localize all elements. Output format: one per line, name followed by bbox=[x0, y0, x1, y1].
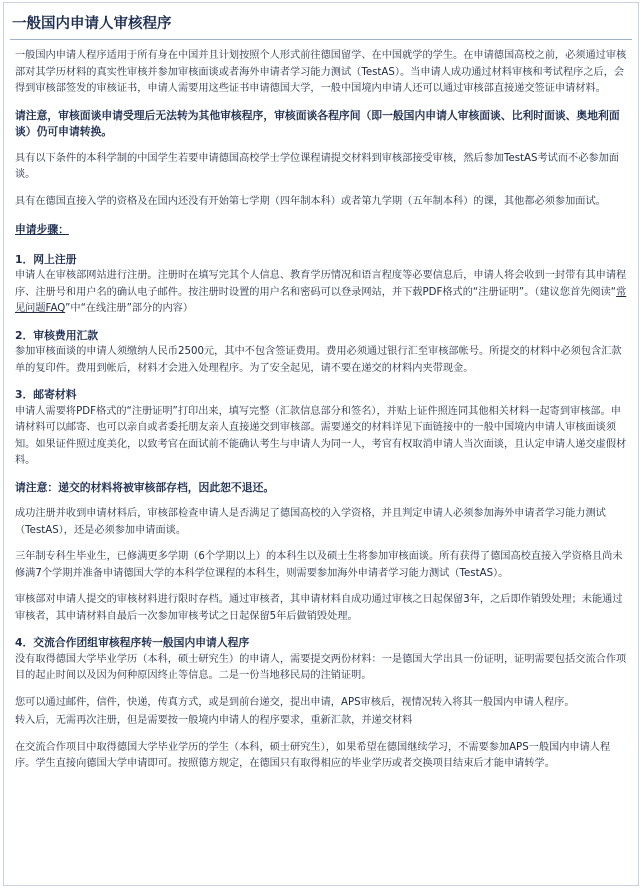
notice-archive: 请注意：递交的材料将被审核部存档，因此恕不退还。 bbox=[15, 480, 275, 494]
step-3 bbox=[15, 387, 628, 470]
step-3-body: 申请人需要将PDF格式的“注册证明”打印出来，填写完整（汇款信息部分和签名），并贴上证件照连同其他相关材料一起寄到审核部。申请材料可以邮寄、也可以亲自或者委托朋友亲人直接递交到审核部。需要递交的材料详见下面链接中的一般中国境内申请人审核面谈须知。如果证件照过度美化，以致考官在面试前不能确认考生与申请人为同一人，考官有权取消申请人当次面谈，且认定申请人递交虚假材料。 bbox=[15, 405, 627, 466]
bachelor-testas-paragraph: 具有以下条件的本科学制的中国学生若要申请德国高校学士学位课程请提交材料到审核部接受审核，然后参加TestAS考试而不必参加面谈。 bbox=[15, 152, 619, 180]
archive-paragraph: 审核部对申请人提交的审核材料进行限时存档。通过审核者，其申请材料自成功通过审核之日起保留3年，之后即作销毁处理；未能通过审核者，其申请材料自最后一次参加审核考试之日起保留5年后做销毁处理。 bbox=[15, 594, 623, 622]
step-2-body: 参加审核面谈的申请人须缴纳人民币2500元，其中不包含签证费用。费用必须通过银行汇至审核部帐号。所提交的材料中必须包含汇款单的复印件。费用到帐后，材料才会进入处理程序。为了安全起见，请不要在递交的材料内夹带现金。 bbox=[15, 346, 622, 374]
success-paragraph: 成功注册并收到申请材料后，审核部检查申请人是否满足了德国高校的入学资格，并且判定申请人必须参加海外申请者学习能力测试（TestAS），还是必须参加申请面谈。 bbox=[15, 508, 606, 536]
three-year-paragraph: 三年制专科生毕业生，已修满更多学期（6个学期以上）的本科生以及硕士生将参加审核面谈。所有获得了德国高校直接入学资格且尚未修满7个学期并准备申请德国大学的本科学位课程的本科生，则需要参加海外申请者学习能力测试（TestAS）。 bbox=[15, 551, 623, 579]
faq-link[interactable]: 常见问题FAQ bbox=[15, 286, 627, 314]
step-2 bbox=[15, 328, 628, 378]
step-1-body-a: 申请人在审核部网站进行注册。注册时在填写完其个人信息、教育学历情况和语言程度等必要信息后，申请人将会收到一封带有其申请程序、注册号和用户名的确认电子邮件。按注册时设置的用户名和密码可以登录网站，并下载PDF格式的“注册证明”。（建议您首先阅读“ bbox=[15, 270, 627, 298]
document-page bbox=[3, 2, 639, 886]
final-paragraph: 在交流合作项目中取得德国大学毕业学历的学生（本科，硕士研究生），如果希望在德国继续学习，不需要参加APS一般国内申请人程序。学生直接向德国大学申请即可。按照德方规定，在德国只有取得相应的毕业学历或者交换项目结束后才能申请转学。 bbox=[15, 741, 611, 769]
step-3-heading: 3．邮寄材料 bbox=[15, 388, 77, 401]
document-content bbox=[4, 40, 638, 773]
intro-paragraph: 一般国内申请人程序适用于所有身在中国并且计划按照个人形式前往德国留学、在中国就学的学生。在申请德国高校之前，必须通过审核部对其学历材料的真实性审核并参加审核面谈或者海外申请者学习能力测试（TestAS）。当申请人成功通过材料审核和考试程序之后，会得到审核部签发的审核证书，申请人需要用这些证书申请德国大学，一般中国境内申请人还可以通过审核部直接递交签证申请材料。 bbox=[15, 50, 627, 94]
mail-paragraph: 您可以通过邮件，信件，快递，传真方式，或是到前台递交，提出申请，APS审核后，视情况转入将其一般国内申请人程序。 bbox=[15, 696, 575, 708]
direct-admission-paragraph: 具有在德国直接入学的资格及在国内还没有开始第七学期（四年制本科）或者第九学期（五年制本科）的课，其他都必须参加面试。 bbox=[15, 195, 606, 207]
page-title: 一般国内申请人审核程序 bbox=[12, 16, 172, 32]
steps-heading: 申请步骤： bbox=[15, 223, 69, 236]
step-4 bbox=[15, 635, 628, 685]
step-1-body-b: ”中“在线注册”部分的内容） bbox=[65, 303, 194, 314]
step-4-body: 没有取得德国大学毕业学历（本科，硕士研究生）的申请人，需要提交两份材料：一是德国大学出具一份证明，证明需要包括交流合作项目的起止时间以及因为何种原因终止等信息。二是一份当地移民局的注销证明。 bbox=[15, 653, 627, 681]
step-1-heading: 1．网上注册 bbox=[15, 252, 77, 266]
step-2-heading: 2．审核费用汇款 bbox=[15, 328, 99, 342]
step-4-heading: 4．交流合作团组审核程序转一般国内申请人程序 bbox=[15, 636, 250, 649]
transfer-paragraph: 转入后，无需再次注册，但是需要按一般境内申请人的程序要求，重新汇款，并递交材料 bbox=[15, 715, 413, 726]
notice-interview-transfer: 请注意，审核面谈申请受理后无法转为其他审核程序，审核面谈各程序间（即一般国内申请人审核面谈、比利时面谈、奥地利面谈）仍可申请转换。 bbox=[15, 108, 620, 138]
step-1 bbox=[15, 252, 628, 318]
